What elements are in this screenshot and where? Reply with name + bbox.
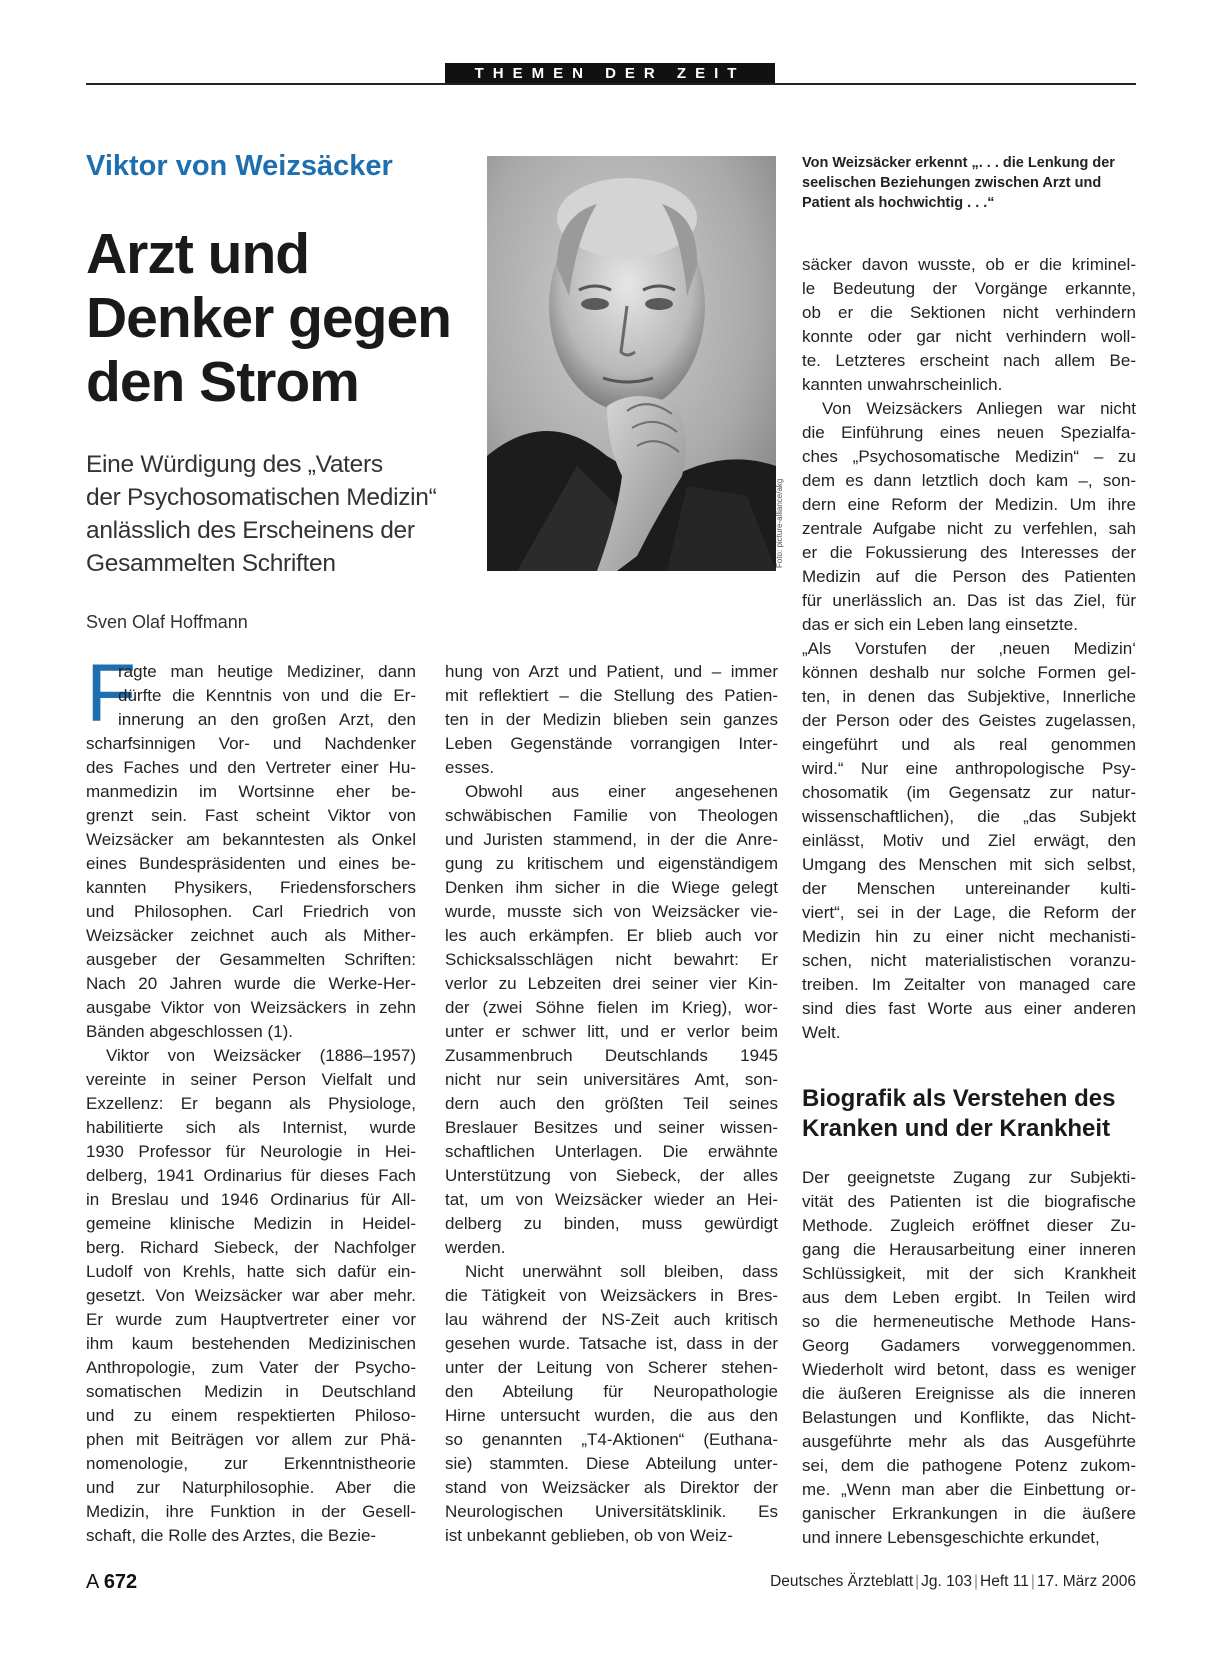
text-line: „Als Vorstufen der ‚neuen Medizin‘ bbox=[802, 639, 1136, 658]
text-line: eingeführt und als real genommen bbox=[802, 735, 1136, 754]
text-line: und zur Naturphilosophie. Aber die bbox=[86, 1478, 416, 1497]
text-line: Ludolf von Krehls, hatte sich dafür ein- bbox=[86, 1262, 416, 1281]
text-line: ragte man heutige Mediziner, dann bbox=[118, 662, 416, 681]
text-line: dern auch den größten Teil seines bbox=[445, 1094, 778, 1113]
text-line: Georg Gadamers vorweggenommen. bbox=[802, 1336, 1136, 1355]
text-line: Obwohl aus einer angesehenen bbox=[465, 782, 778, 801]
body-column-3-continued bbox=[802, 1166, 1136, 1550]
section-subheading bbox=[802, 1084, 1136, 1144]
text-line: Medizin auf die Person des Patienten bbox=[802, 567, 1136, 586]
text-line: habilitierte sich als Internist, wurde bbox=[86, 1118, 416, 1137]
text-line: Methode. Zugleich eröffnet dieser Zu- bbox=[802, 1216, 1136, 1235]
text-line: Wiederholt wird betont, dass es weniger bbox=[802, 1360, 1136, 1379]
subhead-line: Gesammelten Schriften bbox=[86, 550, 336, 577]
subheading-line: Kranken und der Krankheit bbox=[802, 1115, 1111, 1142]
text-line: ausgeber der Gesammelten Schriften: bbox=[86, 950, 416, 969]
text-line: schen, nicht materialistischen voranzu- bbox=[802, 951, 1136, 970]
text-line: stand von Weizsäcker als Direktor der bbox=[445, 1478, 778, 1497]
article-headline bbox=[86, 222, 466, 414]
text-line: manmedizin im Wortsinne eher be- bbox=[86, 782, 416, 801]
text-line: aus dem Leben ergibt. In Teilen wird bbox=[802, 1288, 1136, 1307]
text-line: les auch erkämpfen. Er blieb auch vor bbox=[445, 926, 778, 945]
text-line: Weizsäcker zeichnet auch als Mither- bbox=[86, 926, 416, 945]
page-number-value: 672 bbox=[103, 1571, 138, 1593]
author-byline: Sven Olaf Hoffmann bbox=[86, 612, 248, 632]
text-line: te. Letzteres erscheint nach allem Be- bbox=[802, 351, 1136, 370]
headline-line: den Strom bbox=[86, 350, 359, 414]
text-line: Schicksalsschlägen nicht bewahrt: Er bbox=[445, 950, 778, 969]
text-line: wird.“ Nur eine anthropologische Psy- bbox=[802, 759, 1136, 778]
text-line: ob er die Sektionen nicht verhindern bbox=[802, 303, 1136, 322]
text-line: Unterstützung von Siebeck, der alles bbox=[445, 1166, 778, 1185]
journal-volume: Jg. 103 bbox=[921, 1573, 973, 1590]
text-line: Neurologischen Universitätsklinik. Es bbox=[445, 1502, 778, 1521]
text-line: sind dies fast Worte aus einer anderen bbox=[802, 999, 1136, 1018]
text-line: säcker davon wusste, ob er die kriminel- bbox=[802, 255, 1136, 274]
text-line: delberg zu binden, muss gewürdigt bbox=[445, 1214, 778, 1233]
text-line: so die hermeneutische Methode Hans- bbox=[802, 1312, 1136, 1331]
text-line: ausgabe Viktor von Weizsäckers in zehn bbox=[86, 998, 416, 1017]
text-line: die Tätigkeit von Weizsäckers in Bres- bbox=[445, 1286, 778, 1305]
text-line: dem es dann letztlich doch kam –, son- bbox=[802, 471, 1136, 490]
text-line: Denken ihm sicher in die Wiege gelegt bbox=[445, 878, 778, 897]
text-line: wurde, musste sich von Weizsäcker vie- bbox=[445, 902, 778, 921]
text-line: Welt. bbox=[802, 1023, 841, 1042]
text-line: Medizin hin zu einer nicht mechanisti- bbox=[802, 927, 1136, 946]
text-line: dürfte die Kenntnis von und die Er- bbox=[118, 686, 416, 705]
headline-line: Denker gegen bbox=[86, 286, 451, 350]
text-line: chosomatik (im Gegensatz zur natur- bbox=[802, 783, 1136, 802]
text-line: die Einführung eines neuen Spezialfa- bbox=[802, 423, 1136, 442]
subheading-line: Biografik als Verstehen des bbox=[802, 1085, 1116, 1112]
text-line: gesetzt. Von Weizsäcker war aber mehr. bbox=[86, 1286, 416, 1305]
headline-line: Arzt und bbox=[86, 222, 310, 286]
text-line: berg. Richard Siebeck, der Nachfolger bbox=[86, 1238, 416, 1257]
text-line: Medizin, ihre Funktion in der Gesell- bbox=[86, 1502, 416, 1521]
text-line: ches „Psychosomatische Medizin“ – zu bbox=[802, 447, 1136, 466]
photo-caption bbox=[802, 153, 1136, 213]
text-line: Leben Gegenstände vorrangigen Inter- bbox=[445, 734, 778, 753]
text-line: dern eine Reform der Medizin. Um ihre bbox=[802, 495, 1136, 514]
text-line: esses. bbox=[445, 758, 495, 777]
text-line: gesehen wurde. Tatsache ist, dass in der bbox=[445, 1334, 778, 1353]
article-kicker: Viktor von Weizsäcker bbox=[86, 150, 393, 182]
text-line: so genannten „T4-Aktionen“ (Euthana- bbox=[445, 1430, 778, 1449]
photo-credit: Foto: picture-alliance/akg bbox=[775, 478, 784, 568]
text-line: und zu einem respektierten Philoso- bbox=[86, 1406, 416, 1425]
text-line: wissenschaftlichen), die „das Subjekt bbox=[802, 807, 1136, 826]
text-line: er die Fokussierung des Interesses der bbox=[802, 543, 1136, 562]
text-line: Zusammenbruch Deutschlands 1945 bbox=[445, 1046, 778, 1065]
text-line: eines Bundespräsidenten und eines be- bbox=[86, 854, 416, 873]
caption-line: seelischen Beziehungen zwischen Arzt und bbox=[802, 175, 1102, 191]
text-line: vereinte in seiner Person Vielfalt und bbox=[86, 1070, 416, 1089]
subhead-line: der Psychosomatischen Medizin“ bbox=[86, 484, 437, 511]
text-line: Viktor von Weizsäcker (1886–1957) bbox=[106, 1046, 416, 1065]
text-line: hung von Arzt und Patient, und – immer bbox=[445, 662, 778, 681]
text-line: ausgeführte mehr als das Ausgeführte bbox=[802, 1432, 1136, 1451]
text-line: schaftlichen Unterlagen. Die erwähnte bbox=[445, 1142, 778, 1161]
text-line: gemeine klinische Medizin in Heidel- bbox=[86, 1214, 416, 1233]
text-line: le Bedeutung der Vorgänge erkannte, bbox=[802, 279, 1136, 298]
text-line: Er wurde zum Hauptvertreter einer vor bbox=[86, 1310, 416, 1329]
text-line: mit reflektiert – die Stellung des Patien- bbox=[445, 686, 778, 705]
text-line: das er sich ein Leben lang einsetzte. bbox=[802, 615, 1078, 634]
text-line: zentrale Aufgabe nicht zu verfehlen, sah bbox=[802, 519, 1136, 538]
text-line: kannten unwahrscheinlich. bbox=[802, 375, 1003, 394]
text-line: für unerlässlich an. Das ist das Ziel, für bbox=[802, 591, 1136, 610]
caption-line: Patient als hochwichtig . . .“ bbox=[802, 195, 995, 211]
text-line: der Person oder des Geistes zugelassen, bbox=[802, 711, 1136, 730]
drop-cap: F bbox=[86, 648, 137, 739]
article-subhead bbox=[86, 448, 476, 580]
text-line: ganischer Erkrankungen in die äußere bbox=[802, 1504, 1136, 1523]
text-line: Breslauer Besitzes und seiner wissen- bbox=[445, 1118, 778, 1137]
text-line: Weizsäcker am bekanntesten als Onkel bbox=[86, 830, 416, 849]
portrait-photo bbox=[487, 156, 776, 571]
text-line: und innere Lebensgeschichte erkundet, bbox=[802, 1528, 1100, 1547]
text-line: Von Weizsäckers Anliegen war nicht bbox=[822, 399, 1136, 418]
text-line: nicht nur sein universitäres Amt, son- bbox=[445, 1070, 778, 1089]
text-line: der Menschen untereinander kulti- bbox=[802, 879, 1136, 898]
text-line: innerung an den großen Arzt, den bbox=[118, 710, 416, 729]
page-number bbox=[86, 1571, 137, 1594]
text-line: Der geeignetste Zugang zur Subjekti- bbox=[802, 1168, 1136, 1187]
body-column-3 bbox=[802, 253, 1136, 1045]
text-line: gang die Herausarbeitung einer inneren bbox=[802, 1240, 1136, 1259]
text-line: Anthropologie, zum Vater der Psycho- bbox=[86, 1358, 416, 1377]
text-line: Bänden abgeschlossen (1). bbox=[86, 1022, 293, 1041]
journal-name: Deutsches Ärzteblatt bbox=[770, 1573, 914, 1590]
text-line: lau während der NS-Zeit auch kritisch bbox=[445, 1310, 778, 1329]
text-line: grenzt sein. Fast scheint Viktor von bbox=[86, 806, 416, 825]
subhead-line: Eine Würdigung des „Vaters bbox=[86, 451, 383, 478]
text-line: verlor zu Lebzeiten drei seiner vier Kin- bbox=[445, 974, 778, 993]
text-line: Exzellenz: Er begann als Physiologe, bbox=[86, 1094, 416, 1113]
text-line: schwäbischen Familie von Theologen bbox=[445, 806, 778, 825]
text-line: ten, in denen das Subjektive, Innerliche bbox=[802, 687, 1136, 706]
text-line: die äußeren Ereignisse als die inneren bbox=[802, 1384, 1136, 1403]
text-line: einlässt, Motiv und Ziel erwägt, den bbox=[802, 831, 1136, 850]
page-prefix: A bbox=[86, 1571, 99, 1593]
text-line: me. „Wenn man aber die Einbettung or- bbox=[802, 1480, 1136, 1499]
text-line: Schlüssigkeit, mit der sich Krankheit bbox=[802, 1264, 1136, 1283]
text-line: werden. bbox=[445, 1238, 506, 1257]
caption-line: Von Weizsäcker erkennt „. . . die Lenkung der bbox=[802, 155, 1115, 171]
text-line: delberg, 1941 Ordinarius für dieses Fach bbox=[86, 1166, 416, 1185]
journal-info: Deutsches Ärzteblatt | Jg. 103 | Heft 11 | 17. März 2006 bbox=[770, 1573, 1136, 1590]
text-line: können deshalb nur solche Formen gel- bbox=[802, 663, 1136, 682]
text-line: ten in der Medizin blieben sein ganzes bbox=[445, 710, 778, 729]
text-line: treiben. Im Zeitalter von managed care bbox=[802, 975, 1136, 994]
text-line: den Abteilung für Neuropathologie bbox=[445, 1382, 778, 1401]
text-line: viert“, sei in der Lage, die Reform der bbox=[802, 903, 1136, 922]
section-label: THEMEN DER ZEIT bbox=[445, 63, 775, 84]
text-line: sei, dem die pathogene Potenz zukom- bbox=[802, 1456, 1136, 1475]
text-line: gung zu kritischem und eigenständigem bbox=[445, 854, 778, 873]
text-line: tat, um von Weizsäcker wieder an Hei- bbox=[445, 1190, 778, 1209]
text-line: Nicht unerwähnt soll bleiben, dass bbox=[465, 1262, 778, 1281]
text-line: somatischen Medizin in Deutschland bbox=[86, 1382, 416, 1401]
body-column-1 bbox=[86, 648, 416, 1548]
text-line: nomenologie, zur Erkenntnistheorie bbox=[86, 1454, 416, 1473]
text-line: konnte oder gar nicht verhindern woll- bbox=[802, 327, 1136, 346]
text-line: scharfsinnigen Vor- und Nachdenker bbox=[86, 734, 416, 753]
text-line: Belastungen und Konflikte, das Nicht- bbox=[802, 1408, 1136, 1427]
journal-issue: Heft 11 bbox=[980, 1573, 1029, 1590]
text-line: der (zwei Söhne fielen im Krieg), wor- bbox=[445, 998, 778, 1017]
text-line: Nach 20 Jahren wurde die Werke-Her- bbox=[86, 974, 416, 993]
text-line: vität des Patienten ist die biografische bbox=[802, 1192, 1136, 1211]
journal-date: 17. März 2006 bbox=[1036, 1573, 1136, 1590]
text-line: 1930 Professor für Neurologie in Hei- bbox=[86, 1142, 416, 1161]
text-line: sie) stammten. Diese Abteilung unter- bbox=[445, 1454, 778, 1473]
text-line: und Philosophen. Carl Friedrich von bbox=[86, 902, 416, 921]
text-line: in Breslau und 1946 Ordinarius für All- bbox=[86, 1190, 416, 1209]
text-line: ist unbekannt geblieben, ob von Weiz- bbox=[445, 1526, 733, 1545]
body-column-2 bbox=[445, 660, 778, 1548]
text-line: kannten Physikers, Friedensforschers bbox=[86, 878, 416, 897]
text-line: schaft, die Rolle des Arztes, die Bezie- bbox=[86, 1526, 377, 1545]
text-line: ihm kaum bestehenden Medizinischen bbox=[86, 1334, 416, 1353]
text-line: und Juristen stammend, in der die Anre- bbox=[445, 830, 778, 849]
header-rule bbox=[86, 83, 1136, 85]
subhead-line: anlässlich des Erscheinens der bbox=[86, 517, 415, 544]
text-line: Hirne untersucht wurden, die aus den bbox=[445, 1406, 778, 1425]
text-line: phen mit Beiträgen vor allem zur Phä- bbox=[86, 1430, 416, 1449]
text-line: unter er schwer litt, und er verlor beim bbox=[445, 1022, 778, 1041]
text-line: Umgang des Menschen mit sich selbst, bbox=[802, 855, 1136, 874]
text-line: unter der Leitung von Scherer stehen- bbox=[445, 1358, 778, 1377]
text-line: des Faches und den Vertreter einer Hu- bbox=[86, 758, 416, 777]
